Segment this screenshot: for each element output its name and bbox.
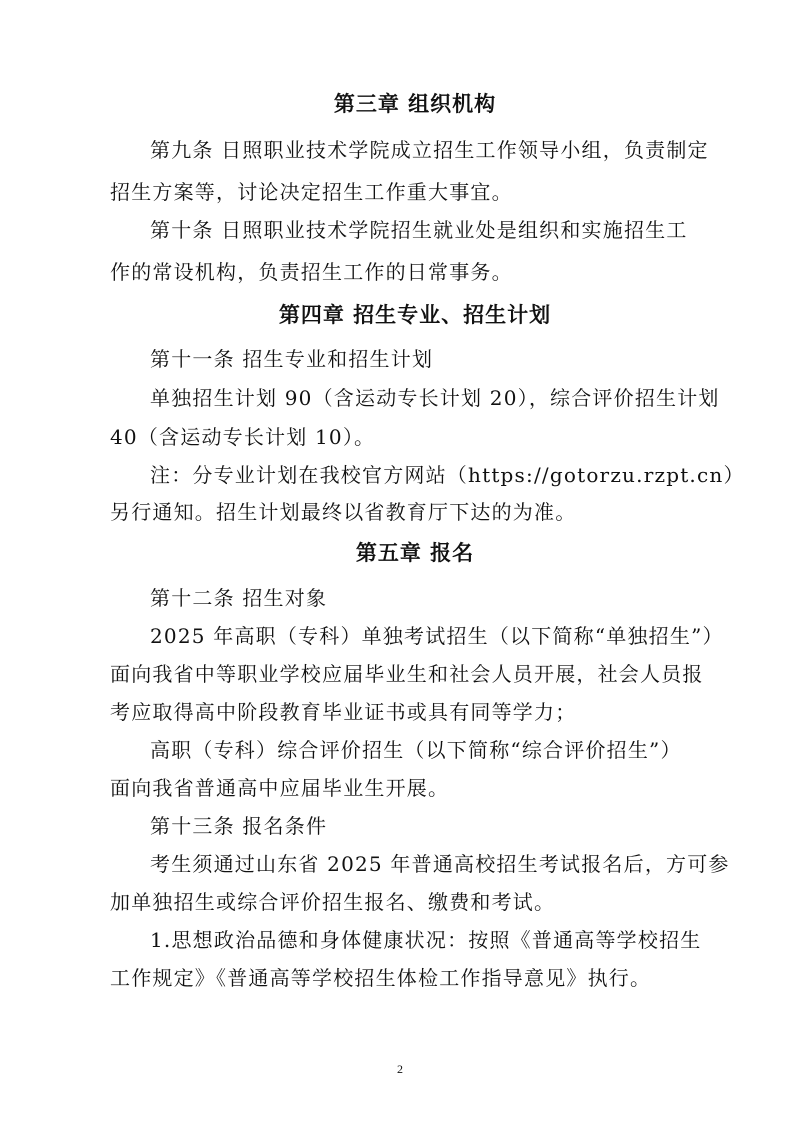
article-10-line-2: 作的常设机构，负责招生工作的日常事务。 xyxy=(110,260,513,284)
article-9-line-2: 招生方案等，讨论决定招生工作重大事宜。 xyxy=(110,180,513,204)
registration-condition-line-4: 工作规定》《普通高等学校招生体检工作指导意见》执行。 xyxy=(110,966,652,990)
article-9-line-1: 第九条 日照职业技术学院成立招生工作领导小组，负责制定 xyxy=(150,138,709,162)
enrollment-target-line-3: 考应取得高中阶段教育毕业证书或具有同等学力； xyxy=(110,700,577,724)
enrollment-plan-line-1: 单独招生计划 90（含运动专长计划 20），综合评价招生计划 xyxy=(150,386,720,410)
article-13-title: 第十三条 报名条件 xyxy=(150,814,328,838)
registration-condition-line-3: 1.思想政治品德和身体健康状况：按照《普通高等学校招生 xyxy=(150,928,702,952)
page-number: 2 xyxy=(397,1062,403,1076)
enrollment-note-line-2: 另行通知。招生计划最终以省教育厅下达的为准。 xyxy=(110,500,577,524)
article-12-title: 第十二条 招生对象 xyxy=(150,586,328,610)
enrollment-target-line-1: 2025 年高职（专科）单独考试招生（以下简称“单独招生”） xyxy=(150,624,724,648)
chapter-4-heading: 第四章 招生专业、招生计划 xyxy=(278,303,552,327)
registration-condition-line-2: 加单独招生或综合评价招生报名、缴费和考试。 xyxy=(110,890,556,914)
enrollment-target-line-5: 面向我省普通高中应届毕业生开展。 xyxy=(110,776,450,800)
article-11-title: 第十一条 招生专业和招生计划 xyxy=(150,347,434,371)
registration-condition-line-1: 考生须通过山东省 2025 年普通高校招生考试报名后，方可参 xyxy=(150,852,730,876)
enrollment-target-line-4: 高职（专科）综合评价招生（以下简称“综合评价招生”） xyxy=(150,738,682,762)
enrollment-plan-line-2: 40（含运动专长计划 10）。 xyxy=(110,425,376,449)
chapter-5-heading: 第五章 报名 xyxy=(355,541,475,565)
chapter-3-heading: 第三章 组织机构 xyxy=(333,92,497,116)
enrollment-target-line-2: 面向我省中等职业学校应届毕业生和社会人员开展，社会人员报 xyxy=(110,662,704,686)
article-10-line-1: 第十条 日照职业技术学院招生就业处是组织和实施招生工 xyxy=(150,218,688,242)
enrollment-note-line-1: 注：分专业计划在我校官方网站（https://gotorzu.rzpt.cn） xyxy=(150,463,745,487)
